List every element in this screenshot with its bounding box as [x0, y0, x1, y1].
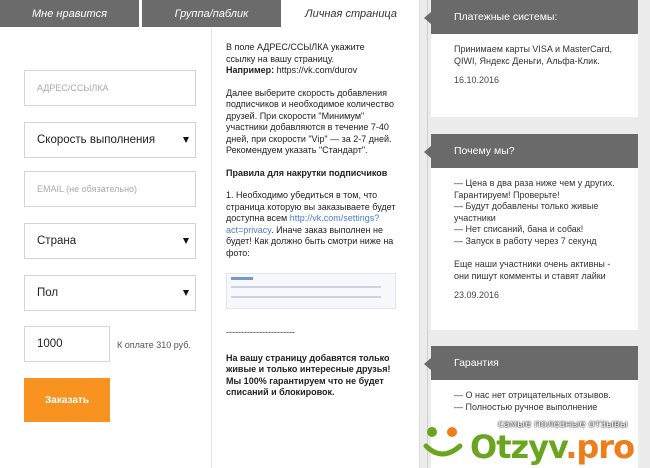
privacy-settings-link[interactable]: http://vk.com/settings?act=privacy — [226, 213, 380, 235]
tab-likes[interactable]: Мне нравится — [0, 0, 139, 27]
payment-widget — [431, 0, 638, 117]
watermark-tagline: самые полезные отзывы — [498, 419, 628, 430]
chevron-down-icon — [183, 137, 189, 143]
why-us-item: — Запуск в работу через 7 секунд — [454, 235, 597, 246]
tab-group[interactable]: Группа/паблик — [142, 0, 281, 27]
payment-widget-title: Платежные системы: — [431, 0, 638, 34]
payment-widget-date: 16.10.2016 — [454, 75, 500, 85]
why-us-widget-title: Почему мы? — [431, 134, 638, 168]
separator: ----------------------- — [226, 327, 295, 337]
why-us-item: — Будут добавлены только живые участники — [454, 201, 599, 223]
why-us-note: Еще наши участники очень активны - они пишут комменты и ставят лайки — [454, 259, 611, 281]
timeline-pointer — [424, 358, 431, 370]
rule-1: 1. Необходимо убедиться в том, что страница которую вы заказываете будет доступна всем http://vk.com/settings?act=privacy. Иначе заказ выполнен не будет! Как должно быть смотри ниже на фото: — [226, 190, 396, 258]
country-select[interactable] — [24, 223, 196, 259]
guarantee-item: — Полностью ручное выполнение — [454, 401, 598, 412]
instructions — [226, 42, 396, 410]
order-form — [0, 28, 212, 468]
speed-select[interactable] — [24, 122, 196, 158]
tab-personal-page[interactable]: Личная страница — [284, 0, 418, 27]
otzyv-logo-icon — [420, 418, 466, 464]
timeline-pointer — [424, 146, 431, 158]
address-input[interactable]: АДРЕС/ССЫЛКА — [24, 70, 196, 106]
guarantee-item: — О нас нет отрицательных отзывов. — [454, 390, 611, 400]
gender-select[interactable] — [24, 275, 196, 311]
chevron-down-icon — [183, 238, 189, 244]
why-us-item: — Цена в два раза ниже чем у других. Гарантируем! Проверьте! — [454, 178, 615, 200]
order-button[interactable]: Заказать — [24, 378, 110, 422]
payment-amount: К оплате 310 руб. — [117, 340, 191, 350]
payment-widget-text: Принимаем карты VISA и MasterCard, QIWI, Яндекс Деньги, Альфа-Клик. — [454, 44, 612, 66]
tab-bar — [0, 0, 420, 28]
sidebar — [431, 0, 638, 468]
guarantee-widget-title: Гарантия — [431, 346, 638, 380]
speed-select-value: Скорость выполнения — [37, 134, 156, 146]
watermark-brand: Otzyv.pro — [470, 428, 635, 466]
chevron-down-icon — [183, 290, 189, 296]
privacy-example-image — [226, 273, 396, 309]
instruction-address: В поле АДРЕС/ССЫЛКА укажите ссылку на вашу страницу. Например: https://vk.com/durov — [226, 42, 365, 75]
why-us-item: — Нет списаний, бана и собак! — [454, 224, 584, 234]
instruction-speed: Далее выберите скорость добавления подписчиков и необходимое количество друзей. При скорости "Минимум" участники добавляются в течение 7-40 дней, при скорости "Vip" — за 2-7 дней. Рекомендуем указать "Стандарт". — [226, 87, 394, 155]
quantity-input[interactable]: 1000 — [24, 326, 110, 362]
timeline-pointer — [424, 12, 431, 24]
gender-select-value: Пол — [37, 287, 59, 299]
sidebar-divider — [427, 0, 428, 468]
email-input[interactable]: EMAIL (не обязательно) — [24, 171, 196, 207]
country-select-value: Страна — [37, 235, 77, 247]
rules-title: Правила для накрутки подписчиков — [226, 167, 388, 178]
closing-note: На вашу страницу добавятся только живые и только интересные друзья! Мы 100% гарантируем что не будет списаний и блокировок. — [226, 352, 391, 397]
why-us-date: 23.09.2016 — [454, 290, 500, 300]
why-us-widget — [431, 134, 638, 330]
